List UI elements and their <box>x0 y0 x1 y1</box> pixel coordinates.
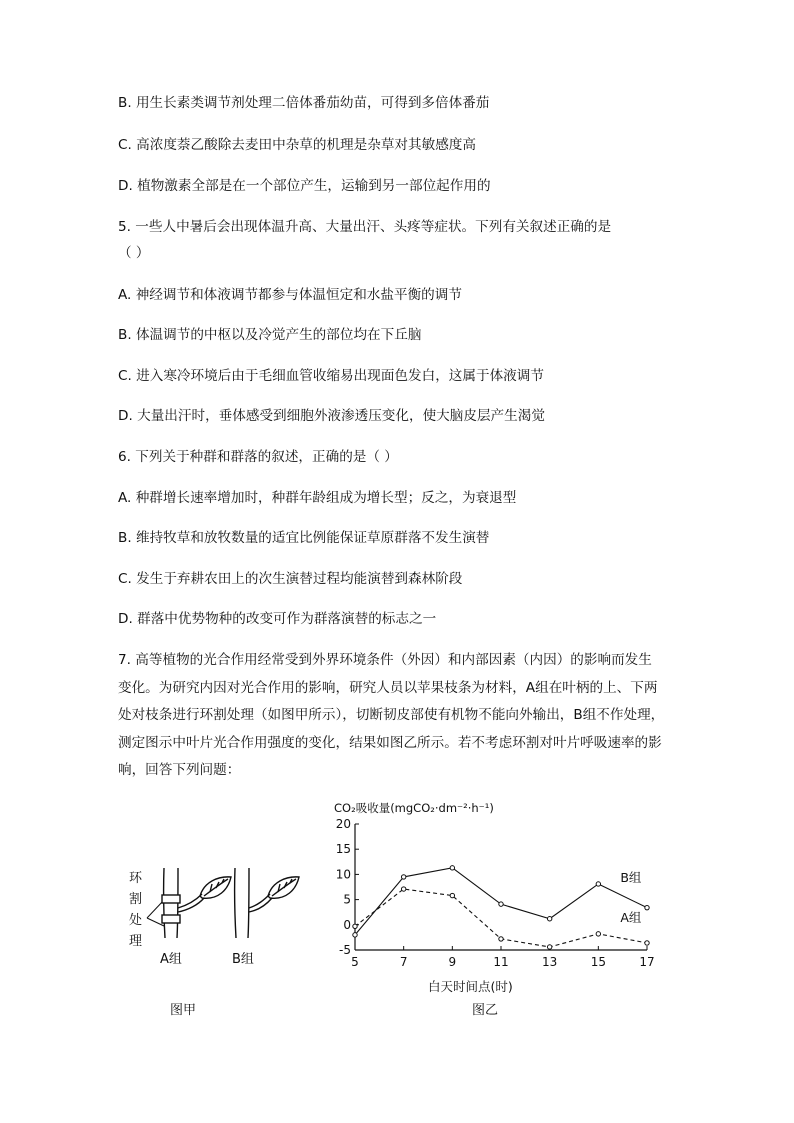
data-point-b <box>353 933 357 937</box>
data-point-b <box>401 875 405 879</box>
y-tick-label: 5 <box>343 892 351 907</box>
data-point-a <box>547 945 551 949</box>
data-point-a <box>401 887 405 891</box>
x-tick-label: 11 <box>493 955 509 969</box>
x-tick-label: 13 <box>542 955 558 969</box>
y-tick-label: -5 <box>339 943 351 957</box>
q5-option-d: D. 大量出汗时，垂体感受到细胞外液渗透压变化，使大脑皮层产生渴觉 <box>118 408 545 424</box>
data-point-a <box>499 937 503 941</box>
girdle-label-char-4: 理 <box>129 934 143 949</box>
option-d-prev: D. 植物激素全部是在一个部位产生，运输到另一部位起作用的 <box>118 178 491 194</box>
q5-paren: （ ） <box>118 245 150 261</box>
girdle-label-char-2: 割 <box>129 892 143 907</box>
y-tick-label: 15 <box>335 842 351 857</box>
x-tick-label: 15 <box>590 955 606 969</box>
q6-stem: 6. 下列关于种群和群落的叙述，正确的是（ ） <box>118 449 398 465</box>
series-label-b: B组 <box>620 869 642 885</box>
data-point-b <box>547 917 551 921</box>
data-point-b <box>450 866 454 870</box>
q7-line-1: 7. 高等植物的光合作用经常受到外界环境条件（外因）和内部因素（内因）的影响而发生 <box>118 652 652 668</box>
q5-option-b: B. 体温调节的中枢以及冷觉产生的部位均在下丘脑 <box>118 327 422 343</box>
series-label-a: A组 <box>620 909 642 925</box>
girdle-label-char-1: 环 <box>129 871 143 886</box>
x-tick-label: 9 <box>448 955 457 969</box>
chart-caption: 图乙 <box>472 1003 499 1018</box>
x-tick-label: 7 <box>399 955 408 969</box>
q5-option-a: A. 神经调节和体液调节都参与体温恒定和水盐平衡的调节 <box>118 287 462 303</box>
y-tick-label: 10 <box>335 867 351 882</box>
series-line-b <box>355 868 647 935</box>
option-b-prev: B. 用生长素类调节剂处理二倍体番茄幼苗，可得到多倍体番茄 <box>118 95 490 111</box>
q6-option-b: B. 维持牧草和放牧数量的适宜比例能保证草原群落不发生演替 <box>118 530 490 546</box>
q7-line-3: 处对枝条进行环割处理（如图甲所示），切断韧皮部使有机物不能向外输出，B组不作处理， <box>118 707 665 723</box>
q5-stem: 5. 一些人中暑后会出现体温升高、大量出汗、头疼等症状。下列有关叙述正确的是 <box>118 219 612 235</box>
data-point-a <box>645 941 649 945</box>
girdle-label-char-3: 处 <box>129 913 143 928</box>
q5-option-c: C. 进入寒冷环境后由于毛细血管收缩易出现面色发白，这属于体液调节 <box>118 368 544 384</box>
x-tick-label: 17 <box>639 955 655 969</box>
q6-option-d: D. 群落中优势物种的改变可作为群落演替的标志之一 <box>118 611 437 627</box>
branch-a-diagram <box>162 868 231 938</box>
group-b-label: B组 <box>232 952 254 967</box>
option-c-prev: C. 高浓度萘乙酸除去麦田中杂草的机理是杂草对其敏感度高 <box>118 137 476 153</box>
data-point-b <box>499 902 503 906</box>
data-point-b <box>596 882 600 886</box>
figure-jia <box>120 850 320 1030</box>
data-point-a <box>596 932 600 936</box>
chart-y-axis-label: CO₂吸收量(mgCO₂·dm⁻²·h⁻¹) <box>334 801 494 815</box>
y-tick-label: 0 <box>343 917 351 932</box>
q7-line-2: 变化。为研究内因对光合作用的影响，研究人员以苹果枝条为材料，A组在叶柄的上、下两 <box>118 680 658 696</box>
data-point-a <box>353 924 357 928</box>
data-point-b <box>645 905 649 909</box>
x-tick-label: 5 <box>351 955 359 969</box>
data-point-a <box>450 893 454 897</box>
q6-option-c: C. 发生于弃耕农田上的次生演替过程均能演替到森林阶段 <box>118 571 463 587</box>
figure-jia-caption: 图甲 <box>170 1003 197 1018</box>
figure-yi-chart <box>320 795 680 1025</box>
q7-line-5: 响，回答下列问题： <box>118 762 241 778</box>
y-tick-label: 20 <box>335 817 351 831</box>
chart-x-axis-label: 白天时间点(时) <box>428 979 513 994</box>
q7-line-4: 测定图示中叶片光合作用强度的变化，结果如图乙所示。若不考虑环割对叶片呼吸速率的影 <box>118 735 662 751</box>
group-a-label: A组 <box>160 952 182 967</box>
q6-option-a: A. 种群增长速率增加时，种群年龄组成为增长型；反之，为衰退型 <box>118 490 517 506</box>
branch-b-diagram <box>235 868 299 938</box>
